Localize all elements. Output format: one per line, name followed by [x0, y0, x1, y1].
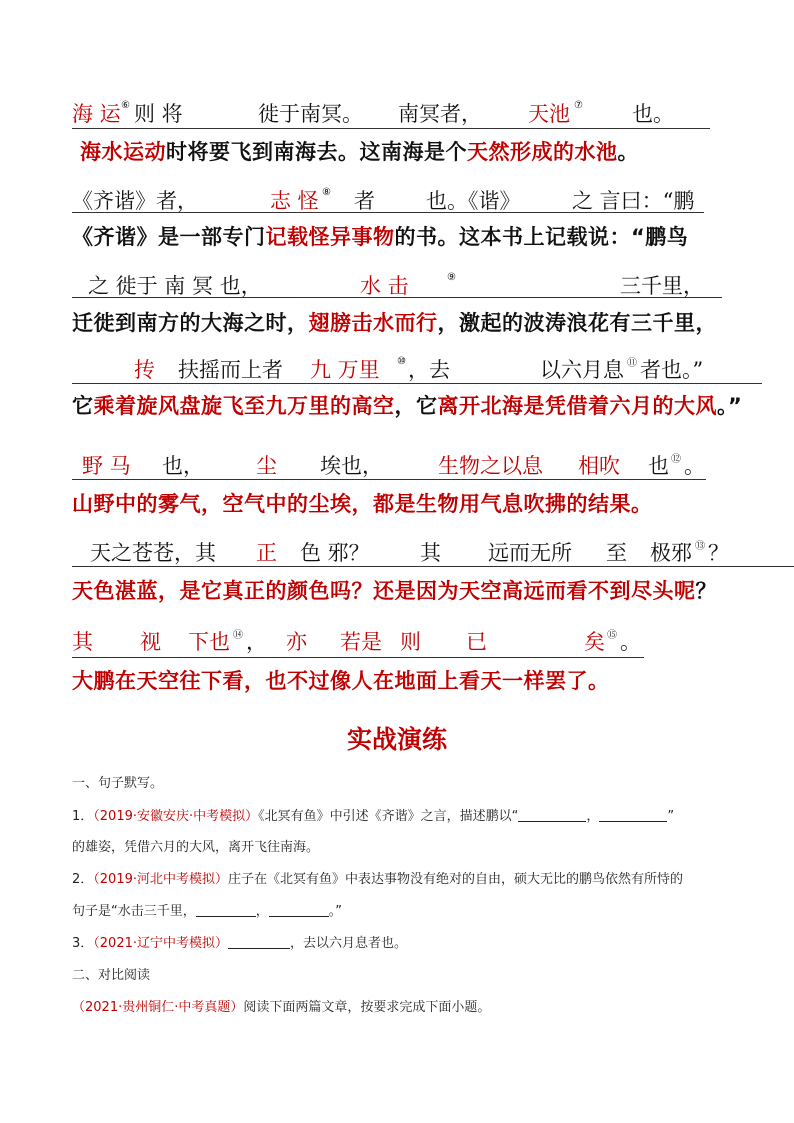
translation-segment: 迁徙到南方的大海之时，: [72, 311, 309, 335]
original-segment: 水 击: [360, 274, 409, 298]
translation-line-2: [72, 221, 794, 251]
original-segment: 天池: [528, 102, 570, 126]
underline-rule: [72, 297, 722, 298]
question-3-source: （2021·辽宁中考模拟）: [93, 936, 228, 951]
original-segment: 则 将: [134, 102, 183, 126]
translation-segment: ？: [695, 579, 717, 603]
original-segment: 志 怪: [270, 189, 319, 213]
footnote-marker: ⑥: [121, 100, 130, 111]
translation-segment: 时将要飞到南海去。这南海是个: [166, 140, 467, 164]
underline-rule: [72, 383, 762, 384]
footnote-marker: ⑦: [574, 100, 583, 111]
original-segment: 色 邪？: [300, 541, 370, 565]
question-2-line-1: [72, 868, 683, 887]
original-segment: 《齐谐》者，: [72, 189, 198, 213]
question-2-line-2: [72, 900, 342, 919]
original-segment: [321, 185, 331, 209]
translation-segment: 。: [617, 140, 639, 164]
question-2-sep: ，: [255, 904, 269, 919]
question-4-source: （2021·贵州铜仁·中考真题）: [72, 1000, 244, 1015]
translation-line-5: [72, 488, 794, 518]
translation-segment: 翅膀击水而行: [308, 311, 438, 335]
translation-segment: 《齐谐》是一部专门: [72, 225, 266, 249]
original-segment: 矣: [584, 630, 605, 654]
question-1-number: 1．: [72, 809, 94, 824]
original-segment: [446, 270, 456, 294]
question-3-number: 3．: [72, 936, 94, 951]
translation-line-4: [72, 390, 794, 420]
original-segment: [573, 98, 583, 122]
original-segment: 之 言曰：“鹏: [572, 189, 695, 213]
underline-rule: [72, 128, 710, 129]
translation-segment: 离开北海是凭借着六月的大风: [437, 394, 717, 418]
footnote-marker: ⑩: [397, 356, 406, 367]
footnote-marker: ⑫: [671, 454, 681, 465]
original-segment: 也。《谐》: [426, 189, 521, 213]
original-segment: [626, 354, 637, 380]
original-segment: 亦: [286, 630, 307, 654]
question-3-text: ，去以六月息者也。: [290, 936, 408, 951]
original-segment: 极邪: [650, 541, 692, 565]
underline-rule: [72, 479, 706, 480]
underline-rule: [72, 212, 704, 213]
translation-line-3: [72, 307, 794, 337]
question-2-number: 2．: [72, 872, 94, 887]
question-1-sep: ，: [586, 809, 600, 824]
original-segment: 也。: [632, 102, 674, 126]
question-2-source: （2019·河北中考模拟）: [93, 872, 228, 887]
translation-segment: ，它: [394, 394, 438, 418]
question-1-line-2: 的雄姿，凭借六月的大风，离开飞往南海。: [72, 840, 320, 855]
footnote-marker: ⑨: [447, 272, 456, 283]
question-4-text: 阅读下面两篇文章，按要求完成下面小题。: [243, 1000, 491, 1015]
section-1-heading: 一、句子默写。: [72, 776, 164, 791]
original-segment: 则: [400, 630, 421, 654]
original-segment: 视: [140, 630, 161, 654]
original-segment: 野 马: [82, 454, 131, 478]
translation-segment: 天色湛蓝，是它真正的颜色吗？还是因为天空高远而看不到尽头呢: [72, 579, 696, 603]
original-segment: 也，: [162, 454, 204, 478]
footnote-marker: ⑬: [695, 541, 705, 552]
original-segment: 者也。”: [640, 358, 704, 382]
original-segment: [670, 450, 681, 476]
translation-segment: 大鹏在天空往下看，也不过像人在地面上看天一样罢了。: [72, 669, 610, 693]
original-segment: 已: [466, 630, 487, 654]
original-segment: ，: [246, 630, 267, 654]
original-segment: 其: [420, 541, 441, 565]
footnote-marker: ⑧: [322, 187, 331, 198]
original-segment: ，去: [408, 358, 450, 382]
translation-segment: 乘着旋风盘旋飞至九万里的高空: [93, 394, 395, 418]
translation-segment: 山野中的雾气，空气中的尘埃，: [72, 492, 373, 516]
question-2-blank-1[interactable]: [196, 904, 256, 917]
question-1-line-1: [72, 805, 674, 824]
question-1-blank-1[interactable]: [518, 809, 586, 822]
original-segment: 。: [620, 630, 641, 654]
translation-segment: 天然形成的水池: [467, 140, 618, 164]
question-4-line: [72, 996, 490, 1015]
original-segment: [694, 537, 705, 563]
question-2-text-c: 。”: [328, 904, 343, 919]
question-1-text-b: ”: [667, 809, 675, 824]
question-2-text-b: 句子是“水击三千里，: [72, 904, 196, 919]
question-1-blank-2[interactable]: [599, 809, 667, 822]
original-segment: [232, 626, 243, 652]
translation-line-1: [80, 136, 794, 166]
original-segment: 抟: [134, 358, 155, 382]
original-segment: [396, 354, 406, 378]
original-segment: 其: [72, 630, 93, 654]
original-segment: 生物之以息: [438, 454, 543, 478]
translation-segment: ，激起的波涛浪花有三千里，: [437, 311, 717, 335]
translation-segment: 都是生物用气息吹拂的结果。: [373, 492, 653, 516]
original-segment: 天之苍苍，其: [90, 541, 216, 565]
original-segment: 之 徙于 南 冥 也，: [88, 274, 262, 298]
original-segment: [120, 98, 130, 122]
original-segment: 至: [606, 541, 627, 565]
original-segment: 埃也，: [320, 454, 383, 478]
question-3-line: [72, 932, 407, 951]
original-segment: 三千里，: [620, 274, 704, 298]
translation-segment: 记载怪异事物: [265, 225, 395, 249]
question-2-text-a: 庄子在《北冥有鱼》中表达事物没有绝对的自由，硕大无比的鹏鸟依然有所恃的: [228, 872, 684, 887]
underline-rule: [72, 566, 794, 567]
original-segment: 远而无所: [488, 541, 572, 565]
original-segment: 下也: [188, 630, 230, 654]
original-segment: 者: [354, 189, 375, 213]
question-1-source: （2019·安徽安庆·中考模拟）: [93, 809, 259, 824]
question-3-blank[interactable]: [228, 936, 290, 949]
practice-title: 实战演练: [346, 725, 447, 754]
question-2-blank-2[interactable]: [269, 904, 329, 917]
translation-segment: 海水运动: [80, 140, 166, 164]
question-1-text-a: 《北冥有鱼》中引述《齐谐》之言，描述鹏以“: [258, 809, 519, 824]
original-segment: ？: [708, 541, 729, 565]
original-segment: 南冥者，: [398, 102, 482, 126]
footnote-marker: ⑪: [627, 358, 637, 369]
section-2-heading: 二、对比阅读: [72, 968, 151, 983]
original-segment: 也: [648, 454, 669, 478]
footnote-marker: ⑮: [607, 630, 617, 641]
original-segment: 扶摇而上者: [178, 358, 283, 382]
original-segment: 海 运: [72, 102, 121, 126]
original-segment: 尘: [256, 454, 277, 478]
translation-segment: 。”: [717, 394, 743, 418]
original-segment: 徙于南冥。: [258, 102, 363, 126]
translation-line-7: [72, 665, 794, 695]
footnote-marker: ⑭: [233, 630, 243, 641]
translation-line-6: [72, 575, 794, 605]
original-segment: 以六月息: [540, 358, 624, 382]
translation-segment: 它: [72, 394, 94, 418]
translation-segment: 的书。这本书上记载说：“鹏鸟: [394, 225, 689, 249]
original-segment: 。: [684, 454, 705, 478]
original-segment: 九 万里: [310, 358, 380, 382]
underline-rule: [72, 657, 644, 658]
original-segment: [606, 626, 617, 652]
original-segment: 正: [256, 541, 277, 565]
original-segment: 相吹: [578, 454, 620, 478]
original-segment: 若是: [340, 630, 382, 654]
